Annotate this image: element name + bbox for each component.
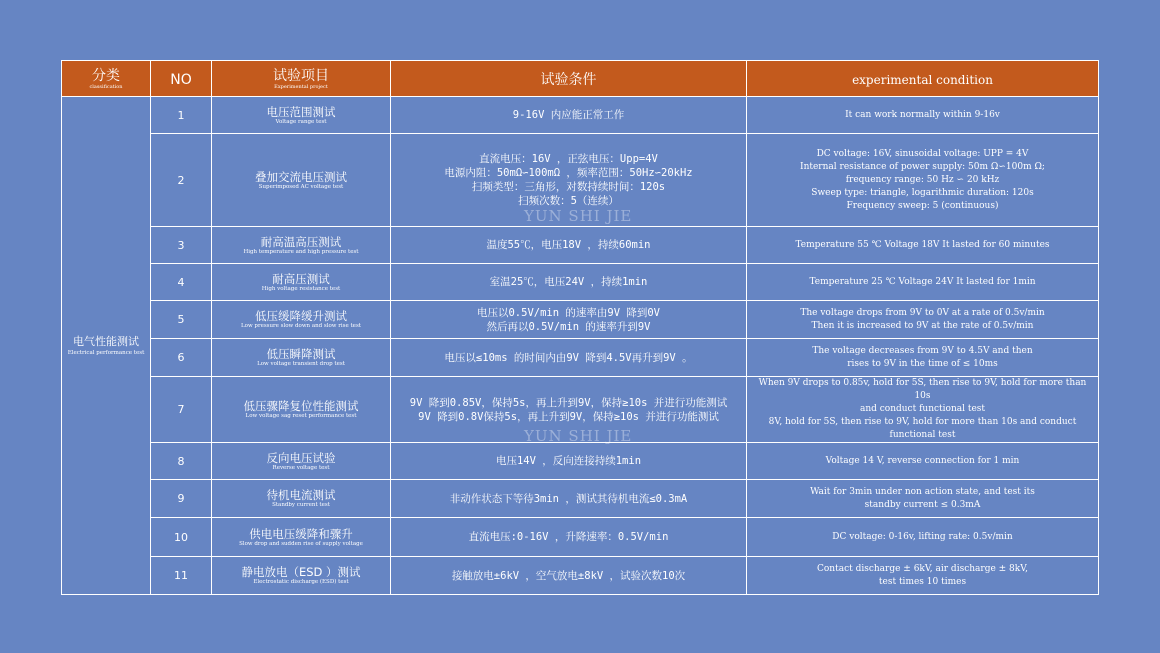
row-item: [212, 557, 391, 595]
row-condition-cn: [391, 134, 747, 227]
table-row: [62, 301, 1099, 339]
row-condition-cn: [391, 480, 747, 518]
row-no: 7: [151, 377, 212, 443]
condition-cn-line: 扫频类型：三角形，对数持续时间：120s: [471, 181, 666, 193]
row-item: [212, 301, 391, 339]
table-body: [62, 97, 1099, 595]
condition-en-line: standby current ≤ 0.3mA: [864, 499, 981, 510]
row-item: [212, 480, 391, 518]
row-condition-cn: [391, 339, 747, 377]
row-no: 8: [151, 443, 212, 480]
table-header: [62, 61, 1099, 97]
row-condition-cn: [391, 518, 747, 557]
row-item: [212, 97, 391, 134]
row-no: 1: [151, 97, 212, 134]
condition-en-line: rises to 9V in the time of ≤ 10ms: [847, 358, 998, 369]
row-item-cn: 叠加交流电压测试: [255, 169, 347, 184]
header-category: [62, 61, 151, 97]
row-condition-en: [747, 518, 1099, 557]
row-condition-en: [747, 264, 1099, 301]
condition-cn-line: 电源内阻：50mΩ∽100mΩ ，频率范围：50Hz∽20kHz: [444, 167, 693, 179]
row-condition-en: [747, 301, 1099, 339]
row-condition-cn: [391, 264, 747, 301]
category-en: Electrical performance test: [67, 349, 145, 356]
row-condition-cn: [391, 301, 747, 339]
row-item-en: High temperature and high pressure test: [243, 248, 359, 255]
header-condition-en: [747, 61, 1099, 97]
row-no: 9: [151, 480, 212, 518]
condition-en-line: When 9V drops to 0.85v, hold for 5S, then rise to 9V, hold for more than 10s: [758, 378, 1087, 401]
row-item-cn: 待机电流测试: [266, 488, 336, 502]
header-category-cn: 分类: [92, 67, 120, 84]
condition-en-line: The voltage drops from 9V to 0V at a rate of 0.5v/min: [800, 307, 1045, 318]
condition-cn-line: 直流电压:0-16V ，升降速率：0.5V/min: [468, 531, 669, 543]
condition-en-line: Temperature 55 ℃ Voltage 18V It lasted for 60 minutes: [795, 239, 1050, 250]
row-condition-en: [747, 443, 1099, 480]
watermark-1: YUN SHI JIE: [524, 207, 633, 225]
row-item: [212, 339, 391, 377]
condition-en-line: Contact discharge ± 6kV, air discharge ± 8kV,: [816, 563, 1029, 574]
row-item-cn: 供电电压缓降和骤升: [249, 526, 353, 541]
condition-cn-line: 然后再以0.5V/min 的速率升到9V: [486, 320, 651, 333]
header-item-cn: 试验项目: [273, 67, 329, 84]
condition-en-line: 8V, hold for 5S, then rise to 9V, hold for more than 10s and conduct: [768, 417, 1077, 427]
condition-en-line: Sweep type: triangle, logarithmic duration: 120s: [811, 187, 1034, 198]
row-item-en: Superimposed AC voltage test: [258, 183, 344, 190]
watermark-2: YUN SHI JIE: [524, 427, 633, 445]
row-item-en: Low pressure slow down and slow rise test: [241, 323, 361, 329]
row-item-cn: 耐高压测试: [272, 271, 330, 286]
condition-en-line: Frequency sweep: 5 (continuous): [846, 200, 999, 211]
row-condition-cn: [391, 557, 747, 595]
condition-en-line: DC voltage: 0-16v, lifting rate: 0.5v/min: [832, 531, 1013, 542]
row-no: 6: [151, 339, 212, 377]
category-cn: 电气性能测试: [73, 334, 139, 348]
header-category-en: classification: [89, 83, 123, 90]
table-row: [62, 339, 1099, 377]
row-item-cn: 电压范围测试: [266, 104, 336, 119]
table-row: [62, 264, 1099, 301]
condition-en-line: Voltage 14 V, reverse connection for 1 min: [825, 455, 1020, 466]
condition-en-line: functional test: [889, 430, 956, 440]
condition-en-line: The voltage decreases from 9V to 4.5V and then: [812, 345, 1033, 356]
table-row: [62, 97, 1099, 134]
condition-cn-line: 接触放电±6kV ，空气放电±8kV ，试验次数10次: [451, 569, 686, 582]
row-item: [212, 227, 391, 264]
condition-cn-line: 扫频次数：5（连续）: [518, 195, 619, 207]
row-item: [212, 443, 391, 480]
row-condition-cn: [391, 443, 747, 480]
condition-en-line: Wait for 3min under non action state, and test its: [810, 486, 1035, 497]
row-item-cn: 静电放电（ESD ）测试: [241, 565, 361, 579]
row-condition-en: [747, 377, 1099, 443]
row-no: 5: [151, 301, 212, 339]
condition-cn-line: 9V 降到0.85V，保持5s，再上升到9V，保持≥10s 并进行功能测试: [409, 396, 728, 409]
category-cell: [62, 97, 151, 595]
condition-cn-line: 室温25℃，电压24V ，持续1min: [489, 276, 648, 288]
row-item-cn: 反向电压试验: [266, 450, 336, 465]
condition-en-line: Internal resistance of power supply: 50m Ω∽100m Ω;: [800, 161, 1045, 172]
row-condition-cn: [391, 377, 747, 443]
row-condition-en: [747, 97, 1099, 134]
row-item: [212, 518, 391, 557]
condition-cn-line: 电压以≤10ms 的时间内由9V 降到4.5V再升到9V 。: [444, 351, 693, 364]
condition-en-line: Then it is increased to 9V at the rate of 0.5v/min: [811, 320, 1034, 331]
condition-en-line: DC voltage: 16V, sinusoidal voltage: UPP = 4V: [816, 148, 1029, 159]
header-condition-cn: [391, 61, 747, 97]
header-condition-cn-label: 试验条件: [540, 71, 597, 88]
table-row: [62, 227, 1099, 264]
condition-cn-line: 直流电压：16V ，正弦电压：Upp=4V: [479, 153, 658, 165]
row-item-en: Low voltage transient drop test: [257, 361, 345, 367]
row-item: [212, 134, 391, 227]
row-item-en: High voltage resistance test: [261, 285, 341, 292]
row-no: 3: [151, 227, 212, 264]
header-no-label: NO: [170, 72, 192, 88]
condition-cn-line: 电压14V ，反向连接持续1min: [495, 455, 642, 467]
header-item: [212, 61, 391, 97]
row-condition-en: [747, 227, 1099, 264]
row-no: 4: [151, 264, 212, 301]
condition-cn-line: 9V 降到0.8V保持5s，再上升到9V，保持≥10s 并进行功能测试: [418, 410, 719, 423]
table-row: [62, 557, 1099, 595]
condition-en-line: test times 10 times: [878, 576, 967, 587]
table-row: [62, 518, 1099, 557]
condition-en-line: frequency range: 50 Hz ∽ 20 kHz: [845, 174, 1000, 185]
row-item-cn: 耐高温高压测试: [260, 234, 342, 249]
condition-en-line: and conduct functional test: [859, 404, 986, 414]
row-condition-en: [747, 339, 1099, 377]
table-row: [62, 480, 1099, 518]
row-item-en: Electrostatic discharge (ESD) test: [253, 579, 349, 585]
row-no: 10: [151, 518, 212, 557]
row-item-cn: 低压骤降复位性能测试: [243, 399, 359, 413]
condition-cn-line: 非动作状态下等待3min ，测试其待机电流≤0.3mA: [449, 492, 688, 505]
row-item: [212, 377, 391, 443]
row-item-en: Standby current test: [272, 502, 330, 508]
condition-en-line: Temperature 25 ℃ Voltage 24V It lasted for 1min: [809, 276, 1036, 287]
row-item-en: Voltage range test: [275, 118, 327, 125]
condition-en-line: It can work normally within 9-16v: [845, 109, 1000, 120]
row-item-en: Slow drop and sudden rise of supply voltage: [239, 540, 363, 547]
row-item-en: Low voltage sag reset performance test: [245, 413, 357, 419]
row-no: 11: [151, 557, 212, 595]
row-item-en: Reverse voltage test: [272, 464, 330, 471]
table-row: [62, 443, 1099, 480]
table-row: [62, 377, 1099, 443]
condition-cn-line: 9-16V 内应能正常工作: [512, 109, 625, 121]
row-no: 2: [151, 134, 212, 227]
table-row: [62, 134, 1099, 227]
header-item-en: Experimental project: [274, 83, 328, 90]
header-no: [151, 61, 212, 97]
condition-cn-line: 电压以0.5V/min 的速率由9V 降到0V: [476, 306, 660, 319]
row-item-cn: 低压瞬降测试: [266, 347, 336, 361]
header-condition-en-label: experimental condition: [852, 73, 993, 87]
condition-cn-line: 温度55℃，电压18V ，持续60min: [486, 239, 651, 251]
test-table: [61, 60, 1099, 595]
row-condition-en: [747, 480, 1099, 518]
row-item: [212, 264, 391, 301]
row-condition-en: [747, 557, 1099, 595]
row-condition-cn: [391, 97, 747, 134]
row-condition-en: [747, 134, 1099, 227]
row-item-cn: 低压缓降缓升测试: [255, 309, 347, 323]
row-condition-cn: [391, 227, 747, 264]
